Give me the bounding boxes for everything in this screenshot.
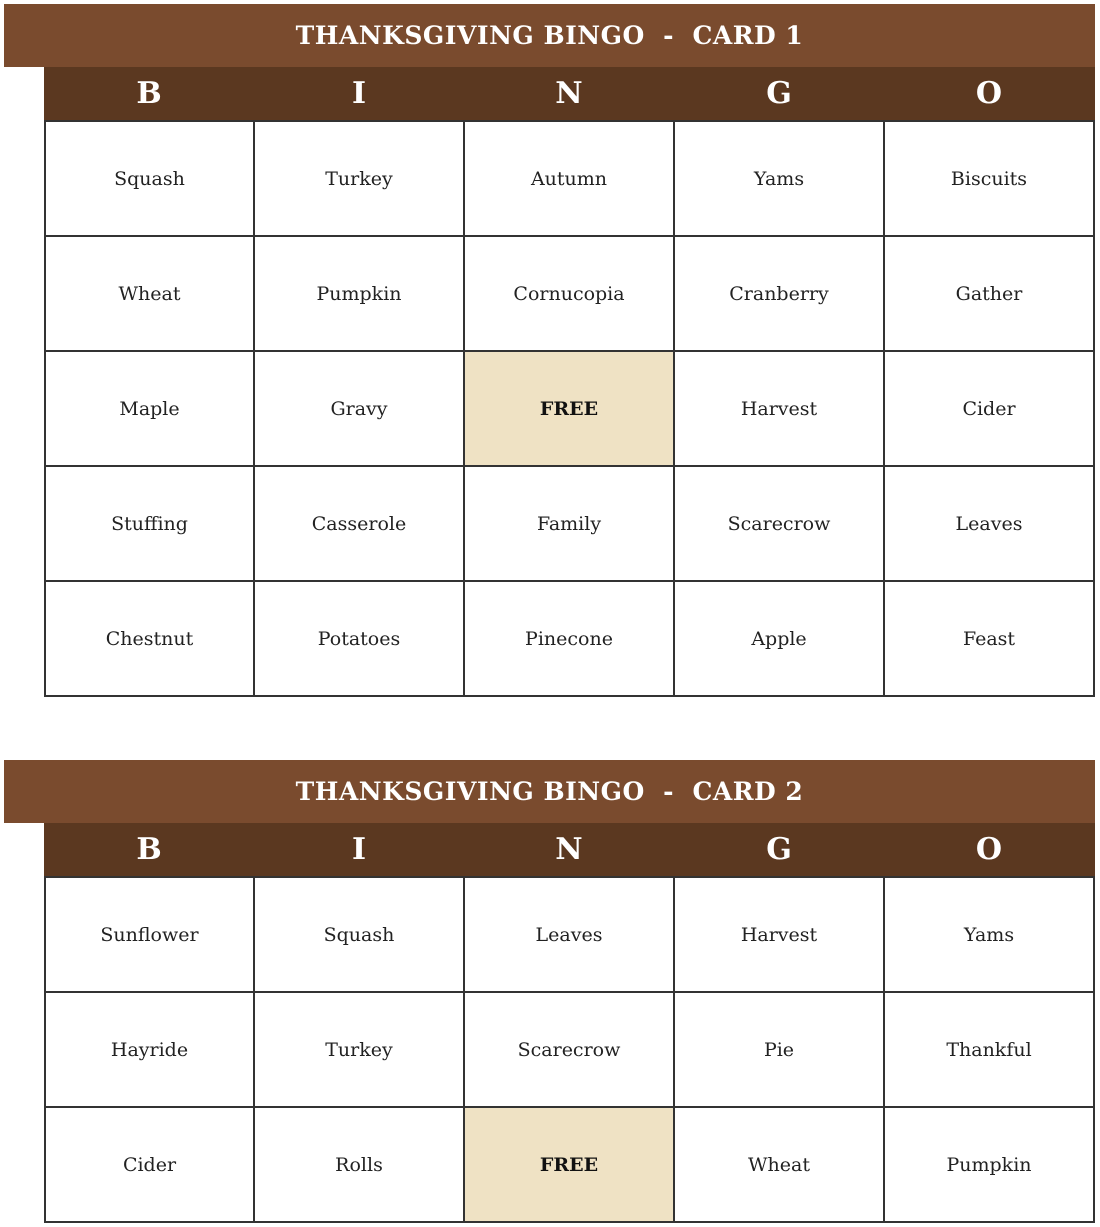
letter-o: O	[975, 76, 1003, 111]
bingo-cell: Cider	[885, 352, 1095, 467]
bingo-cell: Yams	[885, 878, 1095, 993]
letter-b: B	[136, 76, 162, 111]
bingo-cell: Cornucopia	[465, 237, 675, 352]
grid-row	[46, 352, 1095, 467]
free-space-cell: FREE	[465, 352, 675, 467]
bingo-cell: Chestnut	[46, 582, 255, 697]
bingo-cell: Apple	[675, 582, 885, 697]
bingo-cell: Gather	[885, 237, 1095, 352]
bingo-cell: Scarecrow	[675, 467, 885, 582]
bingo-cell: Gravy	[255, 352, 465, 467]
bingo-cell: Hayride	[46, 993, 255, 1108]
bingo-cell: Harvest	[675, 878, 885, 993]
bingo-cell: Autumn	[465, 122, 675, 237]
bingo-cell: Harvest	[675, 352, 885, 467]
grid-row	[46, 122, 1095, 237]
bingo-cell: Scarecrow	[465, 993, 675, 1108]
bingo-cell: Cider	[46, 1108, 255, 1223]
bingo-cell: Pinecone	[465, 582, 675, 697]
bingo-cell: Turkey	[255, 993, 465, 1108]
bingo-grid	[44, 120, 1095, 697]
bingo-letter-header	[44, 67, 1095, 120]
bingo-cell: Leaves	[465, 878, 675, 993]
letter-i: I	[351, 76, 367, 111]
bingo-cell: Cranberry	[675, 237, 885, 352]
bingo-cell: Wheat	[675, 1108, 885, 1223]
grid-row	[46, 878, 1095, 993]
letter-o: O	[975, 832, 1003, 867]
letter-n: N	[555, 76, 583, 111]
grid-row	[46, 237, 1095, 352]
bingo-cell: Wheat	[46, 237, 255, 352]
letter-n: N	[555, 832, 583, 867]
bingo-cell: Pumpkin	[885, 1108, 1095, 1223]
bingo-cell: Maple	[46, 352, 255, 467]
letter-g: G	[766, 832, 792, 867]
bingo-cell: Pie	[675, 993, 885, 1108]
grid-row	[46, 467, 1095, 582]
grid-row	[46, 582, 1095, 697]
card-title: THANKSGIVING BINGO - CARD 2	[4, 760, 1095, 823]
bingo-letter-header	[44, 823, 1095, 876]
bingo-cell: Sunflower	[46, 878, 255, 993]
bingo-cell: Rolls	[255, 1108, 465, 1223]
bingo-cell: Biscuits	[885, 122, 1095, 237]
bingo-cell: Yams	[675, 122, 885, 237]
bingo-cell: Casserole	[255, 467, 465, 582]
letter-i: I	[351, 832, 367, 867]
card-title: THANKSGIVING BINGO - CARD 1	[4, 4, 1095, 67]
bingo-cell: Pumpkin	[255, 237, 465, 352]
bingo-cell: Potatoes	[255, 582, 465, 697]
bingo-cell: Leaves	[885, 467, 1095, 582]
grid-row	[46, 1108, 1095, 1223]
free-space-cell: FREE	[465, 1108, 675, 1223]
bingo-grid	[44, 876, 1095, 1223]
bingo-cell: Family	[465, 467, 675, 582]
bingo-cell: Turkey	[255, 122, 465, 237]
bingo-cell: Feast	[885, 582, 1095, 697]
grid-row	[46, 993, 1095, 1108]
letter-g: G	[766, 76, 792, 111]
bingo-cell: Thankful	[885, 993, 1095, 1108]
bingo-cell: Squash	[255, 878, 465, 993]
bingo-cell: Stuffing	[46, 467, 255, 582]
letter-b: B	[136, 832, 162, 867]
bingo-cell: Squash	[46, 122, 255, 237]
